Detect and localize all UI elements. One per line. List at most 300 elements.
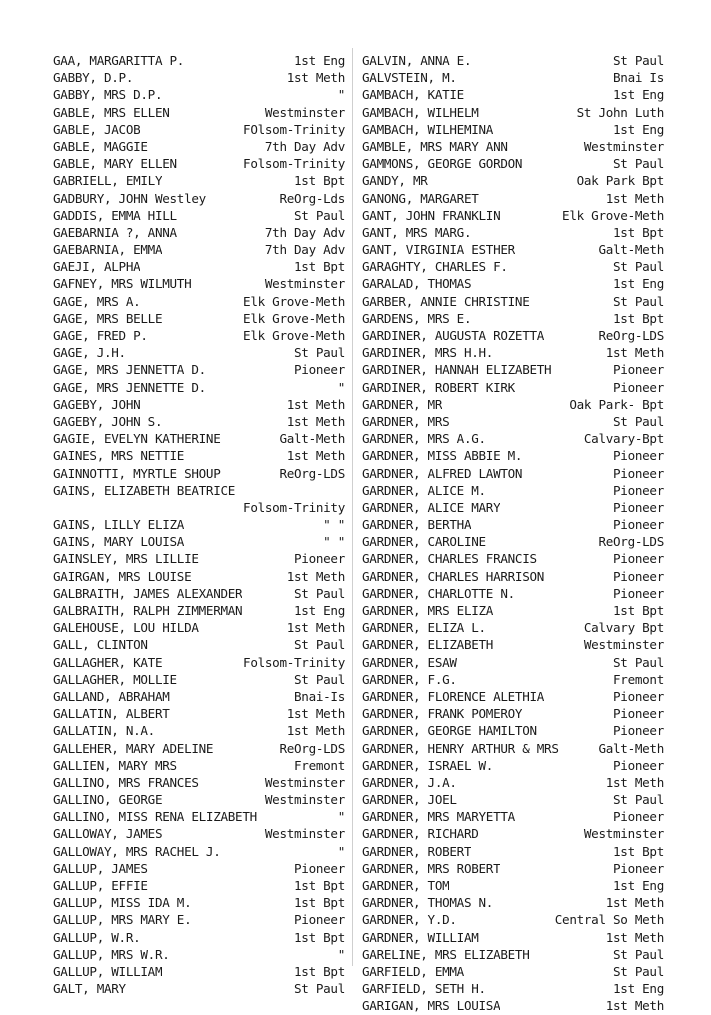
- entry-name: GALLAND, ABRAHAM: [53, 688, 170, 704]
- entry-name: GARDNER, GEORGE HAMILTON: [362, 723, 537, 739]
- list-item: [362, 602, 664, 619]
- entry-name: GARDNER, MR: [362, 396, 443, 412]
- entry-church: 1st Meth: [605, 190, 664, 206]
- list-item: [362, 550, 664, 567]
- entry-name: GALLUP, MISS IDA M.: [53, 895, 192, 911]
- list-item: [53, 980, 345, 997]
- entry-name: GARDNER, THOMAS N.: [362, 895, 494, 911]
- entry-church: Pioneer: [613, 757, 664, 773]
- entry-church: Westminster: [264, 792, 345, 808]
- entry-name: GAIRGAN, MRS LOUISE: [53, 568, 192, 584]
- entry-name: GAINSLEY, MRS LILLIE: [53, 551, 199, 567]
- list-item: [362, 327, 664, 344]
- entry-church: Pioneer: [613, 517, 664, 533]
- entry-church: Pioneer: [613, 585, 664, 601]
- list-item: [362, 361, 664, 378]
- list-item: [362, 258, 664, 275]
- entry-name: GAFNEY, MRS WILMUTH: [53, 276, 192, 292]
- entry-name: GARDNER, MRS ROBERT: [362, 860, 501, 876]
- list-item: [362, 293, 664, 310]
- list-item: [362, 843, 664, 860]
- list-item: [53, 465, 345, 482]
- entry-church: 1st Meth: [286, 396, 345, 412]
- list-item: [53, 482, 345, 499]
- entry-name: GABLE, MARY ELLEN: [53, 156, 177, 172]
- entry-church: St Paul: [613, 413, 664, 429]
- entry-name: GANT, MRS MARG.: [362, 224, 472, 240]
- entry-church: 1st Meth: [286, 413, 345, 429]
- entry-name: GALLOWAY, MRS RACHEL J.: [53, 843, 221, 859]
- entry-church: 1st Meth: [286, 620, 345, 636]
- list-item: [53, 327, 345, 344]
- entry-church: St Paul: [613, 946, 664, 962]
- list-item: [53, 757, 345, 774]
- list-item: [362, 963, 664, 980]
- entry-name: GALLINO, MISS RENA ELIZABETH: [53, 809, 257, 825]
- list-item: [53, 654, 345, 671]
- list-item: [362, 980, 664, 997]
- entry-church: FOlsom-Trinity: [243, 121, 345, 137]
- entry-name: GARFIELD, SETH H.: [362, 981, 486, 997]
- list-item: [362, 619, 664, 636]
- list-item: [362, 482, 664, 499]
- list-item: [53, 52, 345, 69]
- entry-name: GAINS, LILLY ELIZA: [53, 517, 185, 533]
- list-item: [53, 843, 345, 860]
- entry-church: Elk Grove-Meth: [243, 310, 345, 326]
- entry-church: Pioneer: [613, 809, 664, 825]
- list-item: [362, 860, 664, 877]
- entry-church: 1st Meth: [605, 895, 664, 911]
- list-item: [53, 310, 345, 327]
- entry-name: GARELINE, MRS ELIZABETH: [362, 946, 530, 962]
- entry-church: Westminster: [583, 138, 664, 154]
- entry-church: Pioneer: [613, 688, 664, 704]
- entry-church: 1st Bpt: [613, 310, 664, 326]
- entry-church: Pioneer: [613, 482, 664, 498]
- entry-church: Galt-Meth: [598, 242, 664, 258]
- list-item: [53, 121, 345, 138]
- list-item: [362, 911, 664, 928]
- entry-name: GARDNER, F.G.: [362, 671, 457, 687]
- entry-church: Westminster: [264, 104, 345, 120]
- list-item: [53, 877, 345, 894]
- list-item: [362, 533, 664, 550]
- entry-name: GARDINER, HANNAH ELIZABETH: [362, 362, 552, 378]
- entry-church: 1st Meth: [286, 706, 345, 722]
- list-item: [53, 602, 345, 619]
- entry-name: GALLAGHER, MOLLIE: [53, 671, 177, 687]
- entry-church: St Paul: [613, 259, 664, 275]
- entry-church: 1st Meth: [605, 774, 664, 790]
- entry-church: Calvary Bpt: [583, 620, 664, 636]
- entry-name: GADBURY, JOHN Westley: [53, 190, 206, 206]
- list-item: [53, 138, 345, 155]
- list-item: [362, 310, 664, 327]
- entry-name: GARDNER, BERTHA: [362, 517, 472, 533]
- list-item: [53, 671, 345, 688]
- entry-name: GALLINO, GEORGE: [53, 792, 163, 808]
- entry-name: GAEBARNIA ?, ANNA: [53, 224, 177, 240]
- entry-church: 1st Eng: [613, 276, 664, 292]
- entry-church: St Paul: [613, 156, 664, 172]
- right-column: [362, 52, 664, 1015]
- entry-church: Bnai Is: [613, 70, 664, 86]
- list-item: [53, 361, 345, 378]
- list-item: [362, 155, 664, 172]
- entry-church: 1st Eng: [613, 121, 664, 137]
- entry-name: GAGE, MRS JENNETTA D.: [53, 362, 206, 378]
- list-item: [53, 688, 345, 705]
- entry-name: GADDIS, EMMA HILL: [53, 207, 177, 223]
- entry-name: GARDENS, MRS E.: [362, 310, 472, 326]
- list-item: [53, 379, 345, 396]
- entry-name: GARALAD, THOMAS: [362, 276, 472, 292]
- entry-church: St Paul: [613, 293, 664, 309]
- entry-name: GALLIEN, MARY MRS: [53, 757, 177, 773]
- list-item: [53, 258, 345, 275]
- column-divider: [352, 48, 353, 966]
- entry-name: GARIGAN, MRS LOUISA: [362, 998, 501, 1014]
- entry-name: GALLATIN, ALBERT: [53, 706, 170, 722]
- entry-name: GARDNER, CAROLINE: [362, 534, 486, 550]
- list-item: [362, 413, 664, 430]
- entry-church: 1st Eng: [294, 603, 345, 618]
- list-item: [53, 774, 345, 791]
- list-item: [362, 344, 664, 361]
- entry-church: Oak Park Bpt: [576, 173, 664, 189]
- list-item: [362, 241, 664, 258]
- entry-name: GABBY, MRS D.P.: [53, 87, 163, 103]
- entry-church: ReOrg-LDS: [279, 465, 345, 481]
- entry-name: GARDNER, Y.D.: [362, 912, 457, 928]
- list-item: [53, 705, 345, 722]
- list-item: [362, 722, 664, 739]
- list-item: [53, 155, 345, 172]
- list-item: [362, 499, 664, 516]
- entry-church: 1st Bpt: [294, 895, 345, 911]
- entry-name: GALLUP, JAMES: [53, 860, 148, 876]
- entry-church: " ": [323, 517, 345, 533]
- entry-name: GAA, MARGARITTA P.: [53, 53, 185, 68]
- list-item: [362, 190, 664, 207]
- entry-name: GALT, MARY: [53, 981, 126, 997]
- list-item: [53, 104, 345, 121]
- list-item: [362, 705, 664, 722]
- list-item: [53, 207, 345, 224]
- entry-name: GALLUP, WILLIAM: [53, 963, 163, 979]
- entry-church: 1st Meth: [605, 345, 664, 361]
- entry-name: GAGEBY, JOHN S.: [53, 413, 163, 429]
- list-item: [362, 774, 664, 791]
- entry-name: GARDNER, RICHARD: [362, 826, 479, 842]
- entry-church: Galt-Meth: [598, 740, 664, 756]
- list-item: [53, 241, 345, 258]
- entry-church: Pioneer: [613, 499, 664, 515]
- entry-church: St Paul: [613, 792, 664, 808]
- entry-church: Elk Grove-Meth: [562, 207, 664, 223]
- entry-church: St Paul: [294, 671, 345, 687]
- list-item: [53, 894, 345, 911]
- list-item: [53, 499, 345, 516]
- list-item: [362, 757, 664, 774]
- entry-church: ReOrg-LDS: [598, 534, 664, 550]
- entry-name: GAMBACH, WILHELM: [362, 104, 479, 120]
- list-item: [362, 430, 664, 447]
- list-item: [53, 293, 345, 310]
- entry-name: GARDNER, ALFRED LAWTON: [362, 465, 523, 481]
- entry-church: 1st Bpt: [613, 843, 664, 859]
- entry-church: 1st Bpt: [294, 878, 345, 893]
- entry-name: GANT, VIRGINIA ESTHER: [362, 242, 515, 258]
- entry-name: GARDNER, TOM: [362, 878, 450, 893]
- list-item: [362, 791, 664, 808]
- entry-church: Calvary-Bpt: [583, 431, 664, 447]
- entry-name: GANONG, MARGARET: [362, 190, 479, 206]
- entry-name: GARDNER, WILLIAM: [362, 929, 479, 945]
- list-item: [362, 585, 664, 602]
- entry-church: 1st Meth: [286, 568, 345, 584]
- entry-name: GARDNER, MRS MARYETTA: [362, 809, 515, 825]
- entry-church: 1st Eng: [294, 53, 345, 68]
- entry-church: Pioneer: [613, 706, 664, 722]
- entry-name: GABLE, JACOB: [53, 121, 141, 137]
- entry-church: 1st Bpt: [613, 224, 664, 240]
- entry-church: St Paul: [294, 637, 345, 653]
- list-item: [362, 929, 664, 946]
- list-item: [362, 877, 664, 894]
- entry-church: St Paul: [613, 53, 664, 68]
- entry-name: GAMMONS, GEORGE GORDON: [362, 156, 523, 172]
- entry-church: Galt-Meth: [279, 431, 345, 447]
- entry-name: GARFIELD, EMMA: [362, 963, 464, 979]
- entry-name: GALLINO, MRS FRANCES: [53, 774, 199, 790]
- entry-church: 1st Bpt: [294, 963, 345, 979]
- entry-church: 1st Bpt: [613, 603, 664, 618]
- entry-name: GARDNER, HENRY ARTHUR & MRS: [362, 740, 559, 756]
- list-item: [362, 671, 664, 688]
- list-item: [362, 52, 664, 69]
- entry-church: Westminster: [583, 826, 664, 842]
- list-item: [53, 911, 345, 928]
- entry-name: GALLUP, W.R.: [53, 929, 141, 945]
- entry-name: GABBY, D.P.: [53, 70, 134, 86]
- entry-church: ReOrg-Lds: [279, 190, 345, 206]
- entry-church: 1st Meth: [605, 929, 664, 945]
- entry-name: GALLUP, EFFIE: [53, 878, 148, 893]
- entry-name: GARAGHTY, CHARLES F.: [362, 259, 508, 275]
- entry-church: Pioneer: [613, 723, 664, 739]
- list-item: [362, 172, 664, 189]
- list-item: [53, 396, 345, 413]
- entry-name: GARBER, ANNIE CHRISTINE: [362, 293, 530, 309]
- entry-church: 1st Meth: [286, 448, 345, 464]
- entry-name: GALLEHER, MARY ADELINE: [53, 740, 214, 756]
- entry-church: 1st Meth: [286, 70, 345, 86]
- entry-church: Pioneer: [613, 465, 664, 481]
- entry-name: GAGIE, EVELYN KATHERINE: [53, 431, 221, 447]
- entry-church: Pioneer: [613, 551, 664, 567]
- entry-church: Elk Grove-Meth: [243, 328, 345, 343]
- list-item: [53, 825, 345, 842]
- list-item: [362, 86, 664, 103]
- entry-name: GARDNER, FLORENCE ALETHIA: [362, 688, 545, 704]
- entry-church: St Paul: [294, 345, 345, 361]
- list-item: [362, 688, 664, 705]
- entry-name: GALL, CLINTON: [53, 637, 148, 653]
- entry-name: GAGE, MRS JENNETTE D.: [53, 379, 206, 395]
- entry-church: ": [337, 843, 345, 859]
- list-item: [53, 413, 345, 430]
- list-item: [362, 740, 664, 757]
- entry-church: 7th Day Adv: [264, 242, 345, 258]
- entry-name: GAGE, FRED P.: [53, 328, 148, 343]
- entry-church: Pioneer: [613, 362, 664, 378]
- list-item: [362, 396, 664, 413]
- entry-name: GARDNER, FRANK POMEROY: [362, 706, 523, 722]
- list-item: [53, 791, 345, 808]
- entry-church: 1st Meth: [286, 723, 345, 739]
- entry-name: GABLE, MRS ELLEN: [53, 104, 170, 120]
- list-item: [362, 69, 664, 86]
- entry-name: GAINNOTTI, MYRTLE SHOUP: [53, 465, 221, 481]
- entry-church: Pioneer: [613, 448, 664, 464]
- entry-name: GALLAGHER, KATE: [53, 654, 163, 670]
- entry-name: GARDNER, CHARLOTTE N.: [362, 585, 515, 601]
- entry-name: GAINS, ELIZABETH BEATRICE: [53, 482, 236, 498]
- entry-church: ": [337, 809, 345, 825]
- entry-church: 7th Day Adv: [264, 224, 345, 240]
- list-item: [53, 860, 345, 877]
- list-item: [362, 946, 664, 963]
- entry-name: GARDINER, ROBERT KIRK: [362, 379, 515, 395]
- entry-name: GABLE, MAGGIE: [53, 138, 148, 154]
- entry-name: GARDNER, J.A.: [362, 774, 457, 790]
- list-item: [53, 69, 345, 86]
- list-item: [53, 344, 345, 361]
- entry-church: 1st Eng: [613, 878, 664, 893]
- entry-church: Folsom-Trinity: [243, 499, 345, 515]
- entry-name: GARDNER, ALICE MARY: [362, 499, 501, 515]
- list-item: [53, 86, 345, 103]
- entry-name: GAINES, MRS NETTIE: [53, 448, 185, 464]
- entry-church: 1st Eng: [613, 87, 664, 103]
- list-item: [362, 894, 664, 911]
- entry-name: GALVSTEIN, M.: [362, 70, 457, 86]
- list-item: [53, 190, 345, 207]
- list-item: [53, 568, 345, 585]
- list-item: [53, 430, 345, 447]
- entry-name: GAGE, MRS BELLE: [53, 310, 163, 326]
- entry-name: GAINS, MARY LOUISA: [53, 534, 185, 550]
- entry-church: ReOrg-LDS: [598, 328, 664, 343]
- entry-church: Westminster: [264, 774, 345, 790]
- entry-church: 7th Day Adv: [264, 138, 345, 154]
- entry-church: Central So Meth: [554, 912, 664, 928]
- list-item: [53, 275, 345, 292]
- list-item: [362, 138, 664, 155]
- list-item: [362, 207, 664, 224]
- entry-name: GAGEBY, JOHN: [53, 396, 141, 412]
- list-item: [53, 929, 345, 946]
- entry-church: Pioneer: [294, 860, 345, 876]
- list-item: [53, 172, 345, 189]
- list-item: [53, 808, 345, 825]
- entry-name: GARDNER, ESAW: [362, 654, 457, 670]
- list-item: [53, 224, 345, 241]
- entry-church: " ": [323, 534, 345, 550]
- list-item: [362, 379, 664, 396]
- entry-church: ReOrg-LDS: [279, 740, 345, 756]
- entry-name: GARDNER, ELIZABETH: [362, 637, 494, 653]
- entry-name: GALBRAITH, RALPH ZIMMERMAN: [53, 603, 243, 618]
- entry-church: St John Luth: [576, 104, 664, 120]
- entry-name: GAMBLE, MRS MARY ANN: [362, 138, 508, 154]
- entry-name: GARDNER, CHARLES FRANCIS: [362, 551, 537, 567]
- entry-name: GAGE, J.H.: [53, 345, 126, 361]
- entry-church: Folsom-Trinity: [243, 654, 345, 670]
- list-item: [53, 740, 345, 757]
- entry-church: Pioneer: [294, 551, 345, 567]
- entry-church: St Paul: [294, 585, 345, 601]
- list-item: [362, 825, 664, 842]
- list-item: [362, 275, 664, 292]
- entry-name: GALEHOUSE, LOU HILDA: [53, 620, 199, 636]
- entry-name: GAMBACH, WILHEMINA: [362, 121, 494, 137]
- list-item: [53, 946, 345, 963]
- entry-name: GARDNER, JOEL: [362, 792, 457, 808]
- entry-church: Oak Park- Bpt: [569, 396, 664, 412]
- entry-church: ": [337, 87, 345, 103]
- entry-name: GARDINER, MRS H.H.: [362, 345, 494, 361]
- entry-church: ": [337, 946, 345, 962]
- list-item: [53, 533, 345, 550]
- entry-church: Pioneer: [613, 568, 664, 584]
- list-item: [53, 585, 345, 602]
- entry-name: GANT, JOHN FRANKLIN: [362, 207, 501, 223]
- entry-church: St Paul: [294, 207, 345, 223]
- list-item: [362, 104, 664, 121]
- list-item: [53, 722, 345, 739]
- entry-church: Bnai-Is: [294, 688, 345, 704]
- entry-name: GALBRAITH, JAMES ALEXANDER: [53, 585, 243, 601]
- entry-name: GANDY, MR: [362, 173, 428, 189]
- entry-church: Pioneer: [613, 860, 664, 876]
- entry-church: 1st Bpt: [294, 173, 345, 189]
- entry-name: GALVIN, ANNA E.: [362, 53, 472, 68]
- entry-church: Fremont: [294, 757, 345, 773]
- entry-church: 1st Bpt: [294, 259, 345, 275]
- entry-church: Pioneer: [613, 379, 664, 395]
- entry-church: Fremont: [613, 671, 664, 687]
- entry-church: Westminster: [583, 637, 664, 653]
- entry-name: GAEBARNIA, EMMA: [53, 242, 163, 258]
- entry-name: GARDNER, MRS A.G.: [362, 431, 486, 447]
- entry-church: St Paul: [613, 654, 664, 670]
- entry-name: GAEJI, ALPHA: [53, 259, 141, 275]
- list-item: [53, 550, 345, 567]
- entry-name: GARDNER, CHARLES HARRISON: [362, 568, 545, 584]
- entry-church: Elk Grove-Meth: [243, 293, 345, 309]
- list-item: [53, 516, 345, 533]
- entry-name: GARDNER, MISS ABBIE M.: [362, 448, 523, 464]
- list-item: [362, 121, 664, 138]
- entry-name: GARDINER, AUGUSTA ROZETTA: [362, 328, 545, 343]
- list-item: [362, 447, 664, 464]
- entry-church: Pioneer: [294, 362, 345, 378]
- entry-church: ": [337, 379, 345, 395]
- list-item: [362, 224, 664, 241]
